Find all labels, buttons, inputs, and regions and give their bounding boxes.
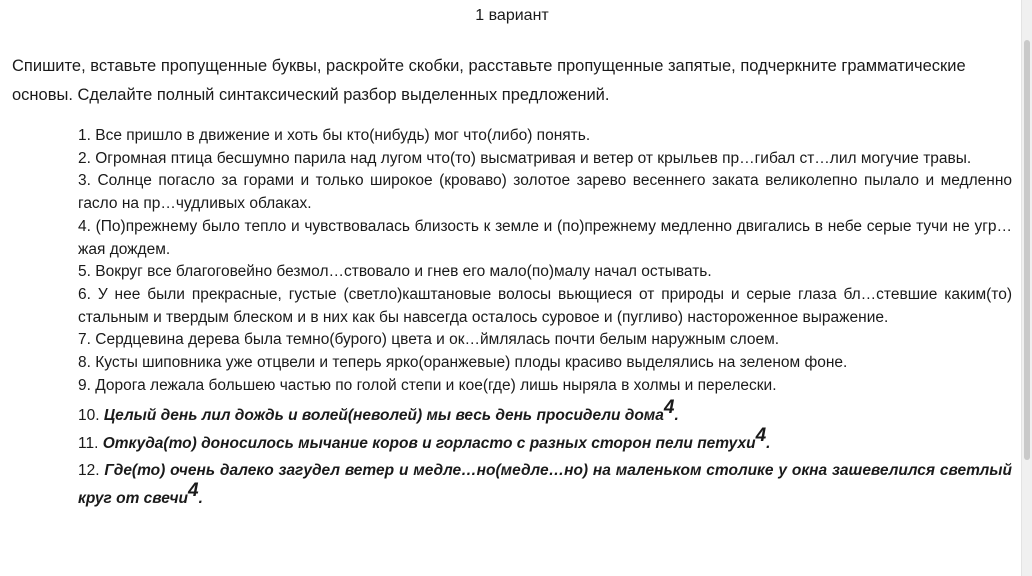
item-text: Все пришло в движение и хоть бы кто(нибудь) мог что(либо) понять. bbox=[95, 127, 591, 144]
list-item bbox=[78, 284, 1012, 329]
item-text: Вокруг все благоговейно безмол…ствовало и гнев его мало(по)малу начал остывать. bbox=[95, 263, 712, 281]
footnote-superscript: 4 bbox=[663, 397, 675, 419]
item-text: Огромная птица бесшумно парила над лугом что(то) высматривая и ветер от крыльев пр…гибал ст…лил могучие травы. bbox=[95, 149, 972, 167]
item-number: 5. bbox=[78, 263, 91, 281]
item-text: Кусты шиповника уже отцвели и теперь ярко(оранжевые) плоды красиво выделялись на зеленом фоне. bbox=[95, 354, 848, 372]
item-text: Солнце погасло за горами и только широкое (кроваво) золотое зарево весеннего заката великолепно пылало и медленно гасло на пр…чудливых облаках. bbox=[78, 172, 1013, 213]
scrollbar-thumb[interactable] bbox=[1024, 40, 1030, 460]
item-number: 2. bbox=[78, 149, 91, 167]
item-text: (По)прежнему было тепло и чувствовалась близость к земле и (по)прежнему медленно двигались в небе серые тучи не угр…жая дождем. bbox=[78, 217, 1012, 258]
item-number: 10. bbox=[78, 407, 100, 425]
item-number: 4. bbox=[78, 217, 91, 235]
item-text: Где(то) очень далеко загудел ветер и медле…но(медле…но) на маленьком столике у окна зашевелился светлый круг от свечи bbox=[78, 462, 1013, 508]
item-number: 11. bbox=[78, 435, 99, 453]
item-text: У нее были прекрасные, густые (светло)каштановые волосы вьющиеся от природы и серые глаза бл…стевшие каким(то) стальным и твердым блеском и в них как бы навсегда осталось суровое и (пугливо) настороженное выражение. bbox=[78, 285, 1012, 326]
item-end-punct: . bbox=[674, 407, 679, 425]
item-number: 9. bbox=[78, 376, 91, 394]
list-item-highlighted bbox=[78, 397, 1012, 429]
item-number: 1. bbox=[78, 127, 91, 144]
item-end-punct: . bbox=[198, 490, 203, 508]
task-instruction: Спишите, вставьте пропущенные буквы, раскройте скобки, расставьте пропущенные запятые, подчеркните грамматические основы. Сделайте полный синтаксический разбор выделенных предложений. bbox=[12, 57, 966, 104]
vertical-scrollbar[interactable] bbox=[1021, 0, 1032, 576]
list-item bbox=[78, 352, 1012, 375]
list-item-highlighted bbox=[78, 425, 1012, 457]
item-text: Целый день лил дождь и волей(неволей) мы весь день просидели дома bbox=[103, 407, 664, 425]
item-number: 7. bbox=[78, 331, 91, 349]
item-text: Откуда(то) доносилось мычание коров и горласто с разных сторон пели петухи bbox=[102, 435, 756, 453]
item-text: Сердцевина дерева была темно(бурого) цвета и ок…ймлялась почти белым наружным слоем. bbox=[95, 331, 780, 349]
footnote-superscript: 4 bbox=[755, 425, 767, 447]
list-item bbox=[78, 125, 1012, 148]
page-title: 1 вариант bbox=[475, 7, 549, 24]
item-end-punct: . bbox=[766, 435, 771, 453]
item-text: Дорога лежала большею частью по голой степи и кое(где) лишь ныряла в холмы и перелески. bbox=[95, 376, 777, 394]
list-item bbox=[78, 148, 1012, 171]
list-item bbox=[78, 261, 1012, 284]
footnote-superscript: 4 bbox=[188, 480, 199, 502]
list-item-highlighted bbox=[78, 457, 1012, 512]
item-number: 6. bbox=[78, 285, 91, 303]
item-number: 8. bbox=[78, 354, 91, 372]
sentence-list bbox=[78, 125, 1012, 512]
list-item bbox=[78, 329, 1012, 352]
list-item bbox=[78, 170, 1012, 215]
list-item bbox=[78, 375, 1012, 398]
list-item bbox=[78, 216, 1012, 261]
item-number: 12. bbox=[78, 462, 100, 480]
item-number: 3. bbox=[78, 172, 91, 190]
